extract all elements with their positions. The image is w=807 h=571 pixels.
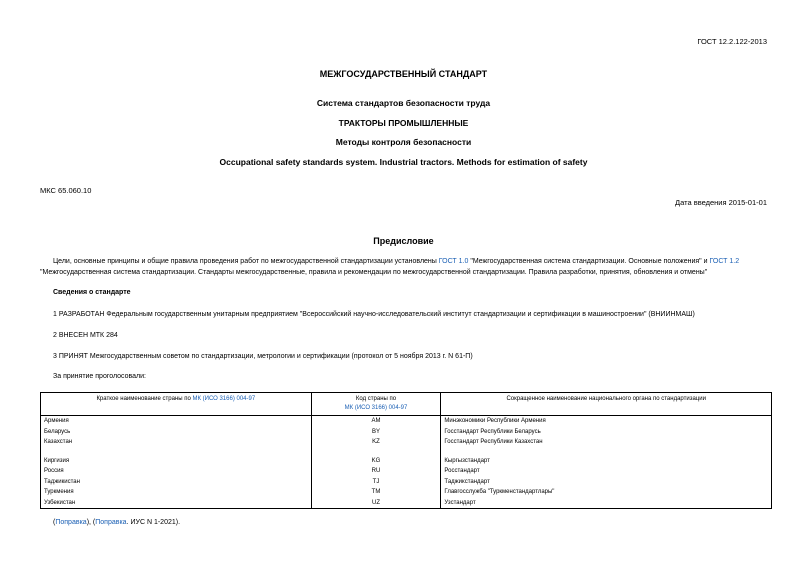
table-row [41, 456, 772, 467]
column-header-country-text: Краткое наименование страны по [96, 396, 193, 402]
english-title: Occupational safety standards system. Industrial tractors. Methods for estimation of safety [219, 157, 588, 167]
code-cell: KG [311, 456, 441, 467]
standard-type: МЕЖГОСУДАРСТВЕННЫЙ СТАНДАРТ [319, 69, 488, 79]
country-cell: Армения [41, 416, 312, 427]
spacer-cell [41, 448, 312, 456]
info-item-developed: 1 РАЗРАБОТАН Федеральным государственным унитарным предприятием "Всероссийский научно-исследовательский институт стандартизации и сертификации в машиностроении" (ВНИИНМАШ) [53, 311, 695, 318]
voting-countries-table [40, 392, 772, 509]
table-row [41, 466, 772, 477]
preface-paragraph [40, 256, 772, 278]
amendment-link[interactable]: Поправка [55, 519, 87, 526]
document-subtitle: Методы контроля безопасности [335, 137, 472, 147]
table-row [41, 487, 772, 498]
mk-iso-link[interactable]: МК (ИСО 3166) 004-97 [344, 405, 408, 411]
introduction-date: Дата введения 2015-01-01 [675, 198, 767, 207]
preface-text-mid: "Межгосударственная система стандартизации. Основные положения" и [468, 258, 710, 265]
table-spacer-row [41, 448, 772, 456]
code-cell: BY [311, 427, 441, 438]
code-cell: UZ [311, 498, 441, 509]
country-cell: Казахстан [41, 437, 312, 448]
mk-iso-link[interactable]: МК (ИСО 3166) 004-97 [192, 396, 256, 402]
amendments-separator: ), ( [86, 519, 96, 526]
info-item-voted: За принятие проголосовали: [53, 373, 146, 380]
code-cell: KZ [311, 437, 441, 448]
column-header-code-text: Код страны по [355, 396, 397, 402]
amendments-note [53, 519, 180, 526]
spacer-cell [311, 448, 441, 456]
preface-text-end: "Межгосударственная система стандартизации. Стандарты межгосударственные, правила и рекомендации по межгосударственной стандартизации. Правила разработки, принятия, обновления и отмены" [40, 269, 708, 276]
amendments-end: . ИУС N 1-2021). [126, 519, 181, 526]
table-row [41, 437, 772, 448]
code-cell: TJ [311, 477, 441, 488]
body-cell: Минэкономики Республики Армения [441, 416, 772, 427]
amendment-link[interactable]: Поправка [95, 519, 127, 526]
spacer-cell [441, 448, 772, 456]
preface-text-start: Цели, основные принципы и общие правила проведения работ по межгосударственной стандартизации установлены [53, 258, 439, 265]
code-cell: TM [311, 487, 441, 498]
preface-heading: Предисловие [373, 236, 434, 246]
code-cell: RU [311, 466, 441, 477]
table-row [41, 477, 772, 488]
table-row [41, 498, 772, 509]
info-item-introduced: 2 ВНЕСЕН МТК 284 [53, 332, 118, 339]
standard-info-heading: Сведения о стандарте [53, 289, 131, 296]
table-header-row [41, 393, 772, 416]
table-row [41, 427, 772, 438]
country-cell: Таджикистан [41, 477, 312, 488]
info-item-adopted: 3 ПРИНЯТ Межгосударственным советом по стандартизации, метрологии и сертификации (протокол от 5 ноября 2013 г. N 61-П) [53, 353, 473, 360]
column-header-code [311, 393, 441, 416]
country-cell: Россия [41, 466, 312, 477]
body-cell: Росстандарт [441, 466, 772, 477]
body-cell: Таджикстандарт [441, 477, 772, 488]
body-cell: Кыргызстандарт [441, 456, 772, 467]
country-cell: Узбекистан [41, 498, 312, 509]
document-code: ГОСТ 12.2.122-2013 [697, 37, 767, 46]
body-cell: Госстандарт Республики Беларусь [441, 427, 772, 438]
country-cell: Туркмения [41, 487, 312, 498]
document-title: ТРАКТОРЫ ПРОМЫШЛЕННЫЕ [338, 118, 469, 128]
country-cell: Беларусь [41, 427, 312, 438]
column-header-body: Сокращенное наименование национального органа по стандартизации [441, 393, 772, 416]
country-cell: Киргизия [41, 456, 312, 467]
table-row [41, 416, 772, 427]
body-cell: Узстандарт [441, 498, 772, 509]
body-cell: Госстандарт Республики Казахстан [441, 437, 772, 448]
code-cell: AM [311, 416, 441, 427]
gost-1-0-link[interactable]: ГОСТ 1.0 [438, 258, 469, 265]
standards-system: Система стандартов безопасности труда [316, 98, 491, 108]
column-header-country [41, 393, 312, 416]
gost-1-2-link[interactable]: ГОСТ 1.2 [709, 258, 740, 265]
mks-code: МКС 65.060.10 [40, 186, 92, 195]
body-cell: Главгосслужба "Туркменстандартлары" [441, 487, 772, 498]
amendments-paren-open: ( [53, 519, 56, 526]
